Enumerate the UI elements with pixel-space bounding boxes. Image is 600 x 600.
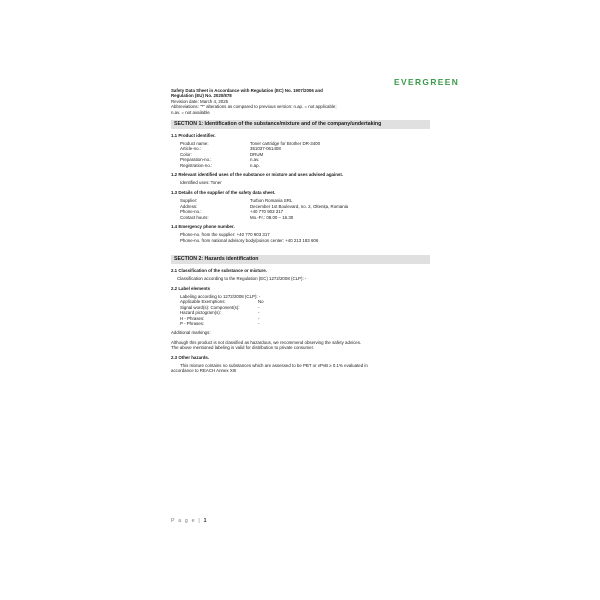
heading-2-3: 2.3 Other hazards. xyxy=(171,354,210,360)
kv-key: Registration-no.: xyxy=(180,162,213,168)
other-hazards-line-1: This mixture contains no substances which are assessed to be PBT or vPvB ≥ 0.1% evaluated in xyxy=(180,363,368,368)
safety-note-line-1: Although this product is not classified as hazardous, we recommend observing the safety advices. xyxy=(171,339,362,345)
kv-key: Product name: xyxy=(180,141,209,147)
kv-key: Labeling according to 1272/2008 (CLP): - xyxy=(180,293,261,299)
kv-key: Supplier: xyxy=(180,198,198,204)
document-content xyxy=(171,88,430,374)
safety-note-line-2: The above mentioned labeling is valid for distribution to private consumer. xyxy=(171,345,315,351)
kv-key: Preparation-no.: xyxy=(180,157,212,163)
kv-value: +40 770 903 317 xyxy=(250,209,284,215)
abbreviations-line-1: Abbreviations: "*" alterations as compared to previous version: n.ap. = not applicable; xyxy=(171,104,337,110)
heading-1-1: 1.1 Product identifier. xyxy=(171,132,216,138)
clp-classification: Classification according to the Regulation (EC) 1272/2008 (CLP): - xyxy=(177,276,307,282)
page-number: 1 xyxy=(203,518,207,524)
supplier-details-table xyxy=(171,198,430,220)
kv-key: H - Phrases: xyxy=(180,315,205,321)
brand-logo: EVERGREEN xyxy=(394,77,460,87)
kv-key: P - Phrases: xyxy=(180,320,205,326)
kv-value: DRUM xyxy=(250,151,264,157)
abbreviations-line-2: n.av. = not available xyxy=(171,109,210,115)
kv-key: Signal word(s): Component(s): xyxy=(180,304,240,310)
section-2-heading: SECTION 2: Hazards identification xyxy=(171,255,430,264)
kv-key: Hazard pictogram(s): xyxy=(180,310,221,316)
kv-key: Color: xyxy=(180,151,192,157)
kv-value: No xyxy=(258,299,264,305)
kv-value: December 1st Boulevard, no. 2, Oltenița, Romania xyxy=(250,203,349,209)
revision-date: Revision date: March 4, 2025 xyxy=(171,98,229,104)
heading-2-1: 2.1 Classification of the substance or mixture. xyxy=(171,267,267,273)
kv-key: Article-no.: xyxy=(180,146,201,152)
kv-value: - xyxy=(258,310,260,316)
title-line-2: Regulation (EU) No. 2020/878 xyxy=(171,93,232,99)
label-elements-table xyxy=(171,294,430,326)
kv-value: n.ap. xyxy=(250,162,260,168)
kv-value: Turbon Romania SRL xyxy=(250,198,293,204)
document-title xyxy=(171,88,430,99)
kv-value: - xyxy=(258,315,260,321)
heading-2-2: 2.2 Label elements xyxy=(171,285,211,291)
kv-key: Applicable Exemptions: xyxy=(180,299,226,305)
kv-key: Contact hours: xyxy=(180,214,209,220)
heading-1-3: 1.3 Details of the supplier of the safety data sheet. xyxy=(171,189,276,195)
section-1-heading: SECTION 1: Identification of the substance/mixture and of the company/undertaking xyxy=(171,120,430,129)
title-line-1: Safety Data Sheet in Accordance with Regulation (EC) No. 1907/2006 and xyxy=(171,88,323,93)
emergency-phone-national: Phone-no. from national advisory body/poison center: +40 213 183 606 xyxy=(180,237,319,243)
heading-1-2: 1.2 Relevant identified uses of the substance or mixture and uses advised against. xyxy=(171,172,344,178)
page-footer xyxy=(171,518,206,524)
emergency-phone-supplier: Phone-no. from the supplier: +40 770 903 317 xyxy=(180,232,270,238)
page-label: P a g e | xyxy=(171,518,201,524)
kv-value: - xyxy=(258,320,260,326)
additional-markings: Additional markings: xyxy=(171,330,211,336)
other-hazards-line-2: accordance to REACH Annex XIII xyxy=(171,368,237,374)
identified-uses: Identified uses: Toner xyxy=(180,180,222,186)
kv-value: n.av. xyxy=(250,157,260,163)
kv-key: Phone-no.: xyxy=(180,209,202,215)
kv-value: Mo.-Fr.: 08.00 – 16.30 xyxy=(250,214,294,220)
heading-1-4: 1.4 Emergency phone number. xyxy=(171,223,235,229)
kv-key: Address: xyxy=(180,203,198,209)
kv-value: - xyxy=(258,304,260,310)
kv-value: 351037-061408 xyxy=(250,146,281,152)
kv-value: Toner cartridge for Brother DR-3400 xyxy=(250,141,321,147)
product-identifier-table xyxy=(171,141,430,168)
kv-row xyxy=(171,163,430,168)
kv-row xyxy=(171,215,430,220)
